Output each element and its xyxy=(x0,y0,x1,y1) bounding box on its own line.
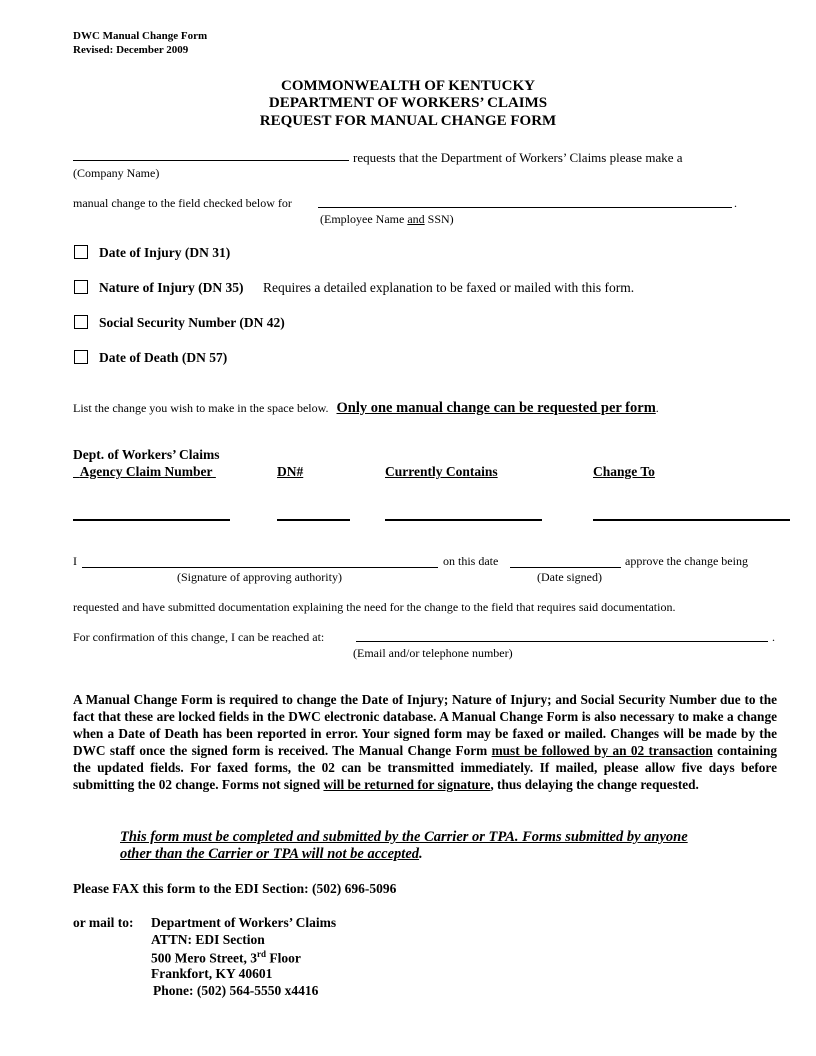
checkbox-label-nature-of-injury: Nature of Injury (DN 35) xyxy=(99,280,244,295)
checkbox-nature-of-injury[interactable] xyxy=(74,280,88,294)
title-line-1: COMMONWEALTH OF KENTUCKY xyxy=(281,78,535,94)
nature-of-injury-note: Requires a detailed explanation to be faxed or mailed with this form. xyxy=(263,280,635,295)
currently-contains-field[interactable] xyxy=(385,519,542,521)
carrier-notice: This form must be completed and submitted by the Carrier or TPA. Forms submitted by anyone other than the Carrier or TPA will not be accepted. xyxy=(120,829,688,862)
mail-line-5: Phone: (502) 564-5550 x4416 xyxy=(153,983,319,998)
approve-text: approve the change being xyxy=(625,554,748,568)
checkbox-ssn[interactable] xyxy=(74,315,88,329)
checkbox-label-date-of-injury: Date of Injury (DN 31) xyxy=(99,245,231,260)
checkbox-label-ssn: Social Security Number (DN 42) xyxy=(99,315,285,330)
employee-name-ssn-field[interactable] xyxy=(318,207,732,208)
employee-label: (Employee Name and SSN) xyxy=(320,212,454,226)
signature-label: (Signature of approving authority) xyxy=(177,570,342,584)
requested-text: requested and have submitted documentation explaining the need for the change to the field that requires said documentation. xyxy=(73,600,676,614)
instructions-paragraph: A Manual Change Form is required to change the Date of Injury; Nature of Injury; and Social Security Number due to the fact that these are locked fields in the DWC electronic database. A Manual Change Form is also necessary to make a change when a Date of Death has been reported in error. Your signed form may be faxed or mailed. Changes will be made by the DWC staff once the signed form is received. The Manual Change Form must be followed by an 02 transaction containing the updated fields. For faxed forms, the 02 can be transmitted immediately. If mailed, please allow five days before submitting the 02 change. Forms not signed will be returned for signature, thus delaying the change requested. xyxy=(73,692,777,792)
form-name: DWC Manual Change Form xyxy=(73,30,208,42)
contact-field[interactable] xyxy=(356,641,768,642)
company-name-label: (Company Name) xyxy=(73,166,160,180)
list-change-instruction: List the change you wish to make in the space below. Only one manual change can be requested per form. xyxy=(73,400,659,416)
manual-change-text: manual change to the field checked below for xyxy=(73,196,292,210)
col-change-to: Change To xyxy=(593,464,655,479)
col-currently-contains: Currently Contains xyxy=(385,464,498,479)
agency-claim-number-field[interactable] xyxy=(73,519,230,521)
checkbox-date-of-death[interactable] xyxy=(74,350,88,364)
mail-line-2: ATTN: EDI Section xyxy=(151,932,265,947)
date-signed-field[interactable] xyxy=(510,567,621,568)
company-name-field[interactable] xyxy=(73,160,349,161)
date-signed-label: (Date signed) xyxy=(537,570,602,584)
confirmation-text: For confirmation of this change, I can be reached at: xyxy=(73,630,325,644)
dept-label: Dept. of Workers’ Claims xyxy=(73,447,220,462)
revised-date: Revised: December 2009 xyxy=(73,44,189,56)
mail-line-4: Frankfort, KY 40601 xyxy=(151,966,273,981)
on-this-date-text: on this date xyxy=(443,554,499,568)
requests-text: requests that the Department of Workers’ Claims please make a xyxy=(353,150,683,165)
checkbox-label-date-of-death: Date of Death (DN 57) xyxy=(99,350,228,365)
title-line-3: REQUEST FOR MANUAL CHANGE FORM xyxy=(259,113,557,129)
col-dn: DN# xyxy=(277,464,304,479)
change-to-field[interactable] xyxy=(593,519,790,521)
mail-line-3: 500 Mero Street, 3rd Floor xyxy=(151,949,301,966)
title-line-2: DEPARTMENT OF WORKERS’ CLAIMS xyxy=(268,95,548,111)
confirmation-end: . xyxy=(772,630,775,644)
checkbox-date-of-injury[interactable] xyxy=(74,245,88,259)
col-agency-claim-number: Agency Claim Number xyxy=(79,464,213,479)
signature-field[interactable] xyxy=(82,567,438,568)
dn-field[interactable] xyxy=(277,519,350,521)
period: . xyxy=(734,196,737,210)
fax-instruction: Please FAX this form to the EDI Section: (502) 696-5096 xyxy=(73,881,397,896)
contact-label: (Email and/or telephone number) xyxy=(353,646,513,660)
mail-label: or mail to: xyxy=(73,915,134,930)
mail-line-1: Department of Workers’ Claims xyxy=(151,915,337,930)
i-text: I xyxy=(73,554,77,568)
